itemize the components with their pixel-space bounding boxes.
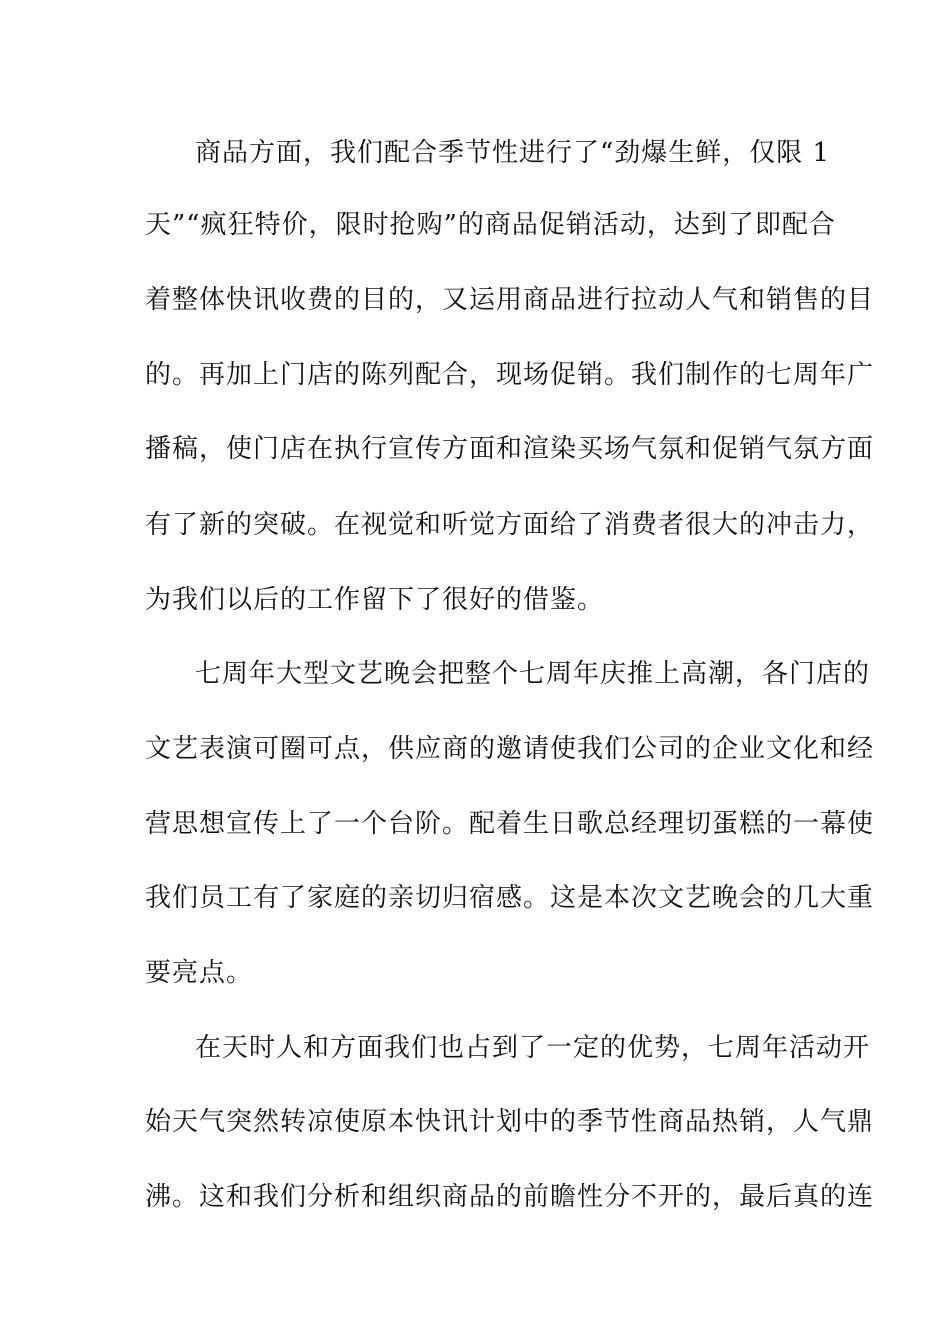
paragraph-2-line-1: 七周年大型文艺晚会把整个七周年庆推上高潮，各门店的 [195, 659, 871, 689]
paragraph-1-line-3: 着整体快讯收费的目的，又运用商品进行拉动人气和销售的目 [145, 285, 875, 315]
paragraph-2-line-2: 文艺表演可圈可点，供应商的邀请使我们公司的企业文化和经 [145, 734, 875, 764]
paragraph-3-line-3: 沸。这和我们分析和组织商品的前瞻性分不开的，最后真的连 [145, 1182, 875, 1212]
paragraph-2-line-5: 要亮点。 [145, 958, 254, 988]
paragraph-1-line-4: 的。再加上门店的陈列配合，现场促销。我们制作的七周年广 [145, 360, 875, 390]
paragraph-3-line-2: 始天气突然转凉使原本快讯计划中的季节性商品热销，人气鼎 [145, 1107, 875, 1137]
paragraph-1-line-1: 商品方面，我们配合季节性进行了“劲爆生鲜，仅限 1 [195, 138, 831, 168]
paragraph-1-line-7: 为我们以后的工作留下了很好的借鉴。 [145, 585, 605, 615]
paragraph-1-line-6: 有了新的突破。在视觉和听觉方面给了消费者很大的冲击力， [145, 510, 875, 540]
paragraph-1-line-2: 天”“疯狂特价，限时抢购”的商品促销活动，达到了即配合 [145, 210, 836, 240]
paragraph-2-line-4: 我们员工有了家庭的亲切归宿感。这是本次文艺晚会的几大重 [145, 883, 875, 913]
paragraph-3-line-1: 在天时人和方面我们也占到了一定的优势，七周年活动开 [195, 1033, 871, 1063]
paragraph-2-line-3: 营思想宣传上了一个台阶。配着生日歌总经理切蛋糕的一幕使 [145, 809, 875, 839]
paragraph-1-line-5: 播稿，使门店在执行宣传方面和渲染买场气氛和促销气氛方面 [145, 434, 875, 464]
